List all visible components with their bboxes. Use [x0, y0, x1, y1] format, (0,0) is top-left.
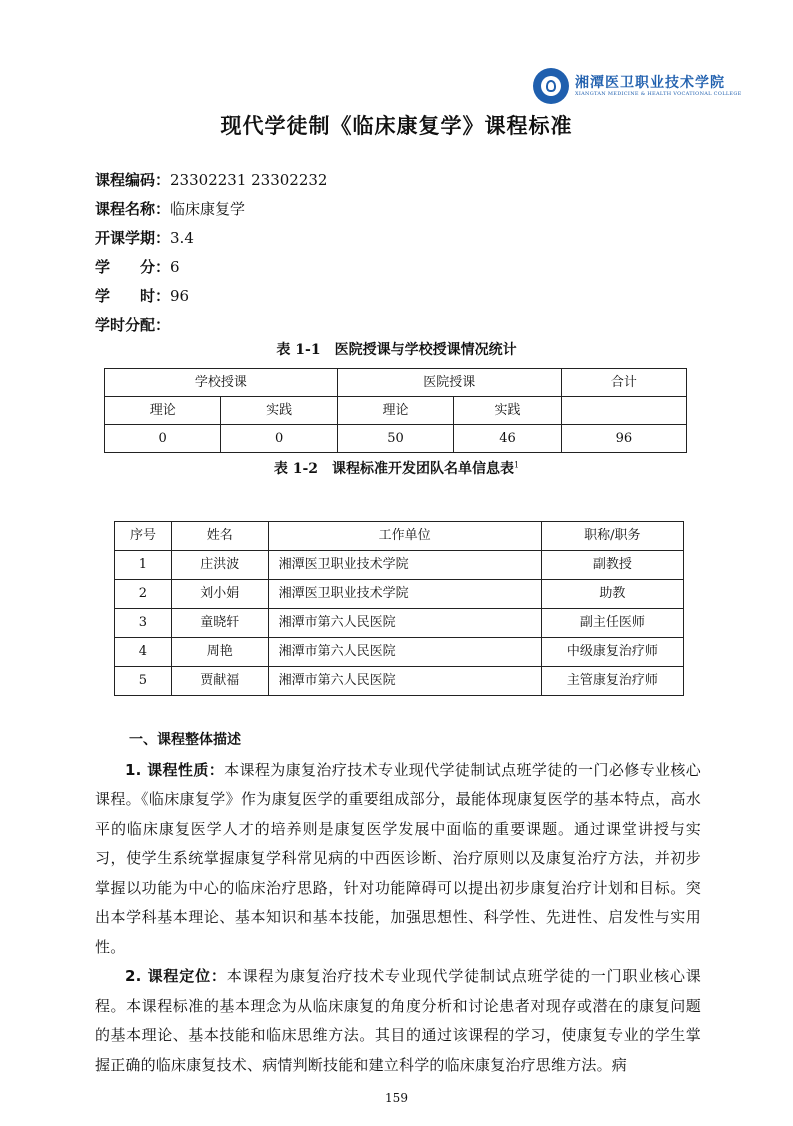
- meta-value: 23302231 23302232: [170, 171, 328, 189]
- meta-label: 课程编码：: [95, 171, 171, 189]
- meta-label: 课程名称：: [95, 200, 171, 218]
- table-cell: 周艳: [171, 638, 268, 667]
- course-meta: [95, 166, 793, 340]
- meta-label: 学时分配：: [95, 316, 171, 334]
- table-cell: 46: [454, 425, 562, 453]
- meta-hours: [95, 282, 793, 311]
- meta-semester: [95, 224, 793, 253]
- table-cell: 主管康复治疗师: [541, 667, 683, 696]
- meta-course-name: [95, 195, 793, 224]
- meta-label: 学 分：: [95, 258, 171, 276]
- table-cell: 0: [105, 425, 221, 453]
- table-cell: 湘潭市第六人民医院: [268, 667, 541, 696]
- table-header-cell: 姓名: [171, 522, 268, 551]
- college-logo: [533, 68, 742, 104]
- table-cell: 5: [115, 667, 172, 696]
- table-cell: 贾献福: [171, 667, 268, 696]
- table-cell: 湘潭市第六人民医院: [268, 638, 541, 667]
- table-header-cell: 工作单位: [268, 522, 541, 551]
- paragraph-label: 1. 课程性质：: [125, 760, 225, 779]
- table2-caption: [0, 459, 793, 479]
- meta-hour-allocation: [95, 311, 793, 340]
- table-cell: 3: [115, 609, 172, 638]
- table-cell: 刘小娟: [171, 580, 268, 609]
- course-nature-paragraph: [95, 756, 701, 963]
- table-cell: 副教授: [541, 551, 683, 580]
- table-row: [105, 425, 687, 453]
- table-header-cell: 学校授课: [105, 369, 338, 397]
- logo-chinese-name: 湘潭医卫职业技术学院: [575, 74, 725, 91]
- team-members-table: [114, 521, 684, 696]
- meta-course-code: [95, 166, 793, 195]
- table-header-cell: 医院授课: [337, 369, 561, 397]
- table-header-cell: 实践: [221, 397, 337, 425]
- table-cell: 4: [115, 638, 172, 667]
- meta-credits: [95, 253, 793, 282]
- table2-caption-text: 表 1-2 课程标准开发团队名单信息表: [273, 461, 515, 477]
- table-cell: 助教: [541, 580, 683, 609]
- college-emblem-icon: [533, 68, 569, 104]
- table-cell: 0: [221, 425, 337, 453]
- table-header-cell: 实践: [454, 397, 562, 425]
- table-header-cell: 职称/职务: [541, 522, 683, 551]
- paragraph-text: 本课程为康复治疗技术专业现代学徒制试点班学徒的一门必修专业核心课程。《临床康复学》作为康复医学的重要组成部分，最能体现康复医学的基本特点，高水平的临床康复医学人才的培养则是康复医学发展中面临的重要课题。通过课堂讲授与实习，使学生系统掌握康复学科常见病的中西医诊断、治疗原则以及康复治疗方法，并初步掌握以功能为中心的临床治疗思路，针对功能障碍可以提出初步康复治疗计划和目标。突出本学科基本理论、基本知识和基本技能，加强思想性、科学性、先进性、启发性与实用性。: [95, 760, 701, 956]
- meta-value: 临床康复学: [170, 200, 246, 218]
- table-row: [115, 638, 684, 667]
- table-cell: 湘潭医卫职业技术学院: [268, 551, 541, 580]
- paragraph-text: 本课程为康复治疗技术专业现代学徒制试点班学徒的一门职业核心课程。本课程标准的基本理念为从临床康复的角度分析和讨论患者对现存或潜在的康复问题的基本理论、基本技能和临床思维方法。其目的通过该课程的学习，使康复专业的学生掌握正确的临床康复技术、病情判断技能和建立科学的临床康复治疗思维方法。病: [95, 967, 701, 1074]
- table-cell: 2: [115, 580, 172, 609]
- meta-label: 开课学期：: [95, 229, 171, 247]
- logo-text: [575, 75, 742, 98]
- table-row: [115, 609, 684, 638]
- footnote-mark[interactable]: 1: [514, 460, 520, 470]
- table-row: [105, 397, 687, 425]
- table-header-cell: 理论: [105, 397, 221, 425]
- table-cell: 中级康复治疗师: [541, 638, 683, 667]
- table-row: [115, 667, 684, 696]
- table-header-cell: [561, 397, 686, 425]
- page-number: 159: [385, 1091, 408, 1105]
- paragraph-label: 2. 课程定位：: [125, 967, 227, 985]
- table-cell: 副主任医师: [541, 609, 683, 638]
- table-cell: 50: [337, 425, 453, 453]
- teaching-hours-table: [104, 368, 687, 453]
- table-header-cell: 合计: [561, 369, 686, 397]
- table-row: [115, 551, 684, 580]
- table-cell: 1: [115, 551, 172, 580]
- table-header-row: [115, 522, 684, 551]
- meta-value: 6: [170, 258, 180, 276]
- course-description: [95, 726, 701, 1080]
- table-cell: 庄洪波: [171, 551, 268, 580]
- logo-english-name: XIANGTAN MEDICINE & HEALTH VOCATIONAL COLLEGE: [575, 91, 742, 98]
- table-cell: 童晓轩: [171, 609, 268, 638]
- table-row: [115, 580, 684, 609]
- course-positioning-paragraph: [95, 962, 701, 1080]
- table-header-cell: 理论: [337, 397, 453, 425]
- meta-value: 3.4: [170, 229, 194, 247]
- table1-caption: 表 1-1 医院授课与学校授课情况统计: [276, 342, 517, 358]
- document-title: 现代学徒制《临床康复学》课程标准: [220, 114, 573, 138]
- table-header-cell: 序号: [115, 522, 172, 551]
- table-cell: 96: [561, 425, 686, 453]
- section-heading: 一、课程整体描述: [129, 732, 241, 748]
- table-row: [105, 369, 687, 397]
- meta-value: 96: [170, 287, 190, 305]
- meta-label: 学 时：: [95, 287, 171, 305]
- table-cell: 湘潭医卫职业技术学院: [268, 580, 541, 609]
- table-cell: 湘潭市第六人民医院: [268, 609, 541, 638]
